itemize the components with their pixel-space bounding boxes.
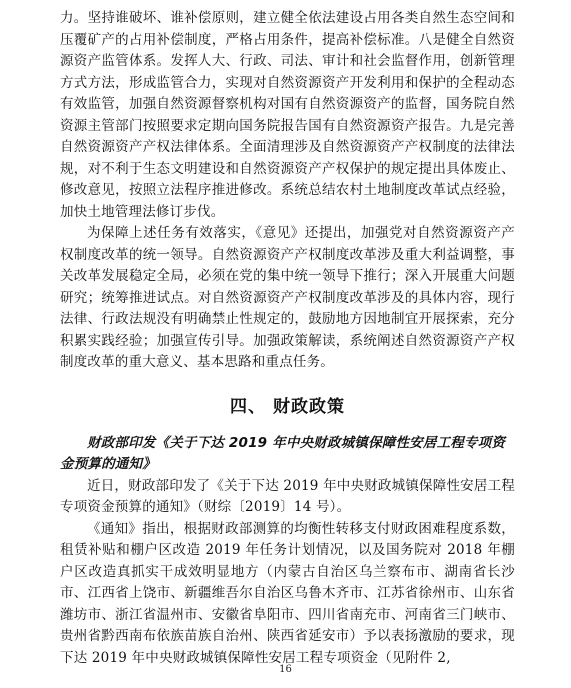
page-content bbox=[60, 8, 515, 669]
body-paragraph: 力。坚持谁破坏、谁补偿原则，建立健全依法建设占用各类自然生态空间和压覆矿产的占用补偿制度，严格占用条件，提高补偿标准。八是健全自然资源资产监管体系。发挥人大、行政、司法、审计和社会监督作用，创新管理方式方法，形成监管合力，实现对自然资源资产开发利用和保护的全程动态有效监管，加强自然资源督察机构对国有自然资源资产的监督，国务院自然资源主管部门按照要求定期向国务院报告国有自然资源资产报告。九是完善自然资源资产产权法律体系。全面清理涉及自然资源资产产权制度的法律法规，对不利于生态文明建设和自然资源资产产权保护的规定提出具体废止、修改意见，按照立法程序推进修改。系统总结农村土地制度改革试点经验，加快土地管理法修订步伐。 bbox=[60, 10, 515, 220]
section-heading: 四、 财政政策 bbox=[230, 396, 345, 417]
body-paragraph: 《通知》指出，根据财政部测算的均衡性转移支付财政困难程度系数，租赁补贴和棚户区改造 2019 年任务计划情况，以及国务院对 2018 年棚户区改造真抓实干成效明显地方（内蒙古自治区乌兰察布市、湖南省长沙市、江西省上饶市、新疆维吾尔自治区乌鲁木齐市、江苏省徐州市、山东省潍坊市、浙江省温州市、安徽省阜阳市、四川省南充市、河南省三门峡市、贵州省黔西南布依族苗族自治州、陕西省延安市）予以表扬激励的要求，现下达 2019 年中央财政城镇保障性安居工程专项资金（见附件 2, bbox=[60, 520, 515, 666]
article-title: 财政部印发《关于下达 2019 年中央财政城镇保障性安居工程专项资金预算的通知》 bbox=[60, 434, 506, 472]
body-paragraph: 近日，财政部印发了《关于下达 2019 年中央财政城镇保障性安居工程专项资金预算的通知》（财综〔2019〕14 号）。 bbox=[60, 477, 515, 515]
body-paragraph: 为保障上述任务有效落实，《意见》还提出，加强党对自然资源资产产权制度改革的统一领导。自然资源资产产权制度改革涉及重大利益调整，事关改革发展稳定全局，必须在党的集中统一领导下推行；深入开展重大问题研究；统筹推进试点。对自然资源资产产权制度改革涉及的具体内容，现行法律、行政法规没有明确禁止性规定的，鼓励地方因地制宜开展探索，充分积累实践经验；加强宣传引导。加强政策解读，系统阐述自然资源资产产权制度改革的重大意义、基本思路和重点任务。 bbox=[60, 225, 515, 370]
page-number: 16 bbox=[279, 664, 292, 675]
